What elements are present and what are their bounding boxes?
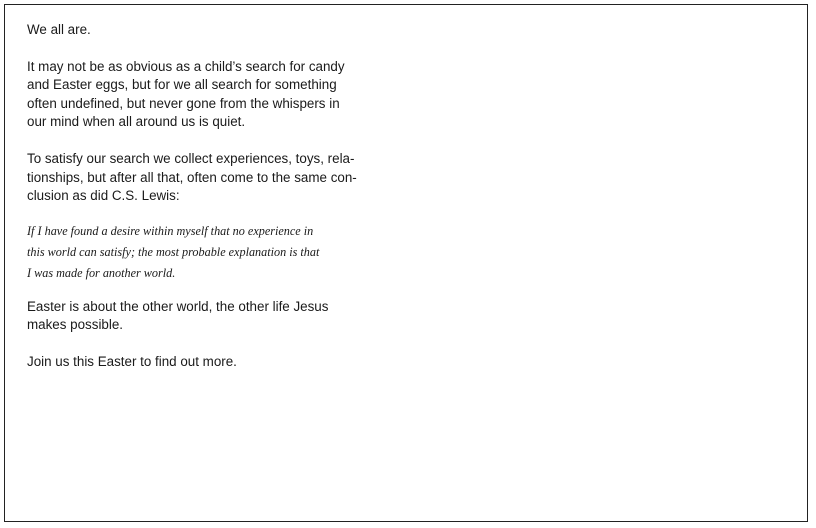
quote-line: If I have found a desire within myself that no experience in — [27, 223, 314, 238]
satisfy-paragraph — [27, 150, 357, 206]
document-page — [4, 4, 808, 522]
satisfy-line: To satisfy our search we collect experiences, toys, rela- — [27, 150, 355, 166]
quote-line: this world can satisfy; the most probable explanation is that — [27, 244, 320, 259]
intro-line: We all are. — [27, 22, 91, 37]
easter-line: makes possible. — [27, 317, 124, 333]
search-line: often undefined, but never gone from the whispers in — [27, 95, 340, 111]
search-paragraph — [27, 58, 357, 132]
satisfy-line: tionships, but after all that, often come to the same con- — [27, 169, 357, 185]
easter-paragraph — [27, 298, 357, 335]
intro-paragraph — [27, 21, 357, 40]
easter-line: Easter is about the other world, the other life Jesus — [27, 298, 329, 314]
quote-line: I was made for another world. — [27, 265, 176, 280]
lewis-quote — [27, 221, 357, 284]
search-line: and Easter eggs, but for we all search for something — [27, 77, 337, 93]
document-body — [27, 21, 357, 390]
search-line: our mind when all around us is quiet. — [27, 114, 246, 130]
closing-paragraph — [27, 353, 357, 372]
search-line: It may not be as obvious as a child’s search for candy — [27, 58, 345, 74]
satisfy-line: clusion as did C.S. Lewis: — [27, 188, 180, 204]
closing-line: Join us this Easter to find out more. — [27, 353, 237, 369]
